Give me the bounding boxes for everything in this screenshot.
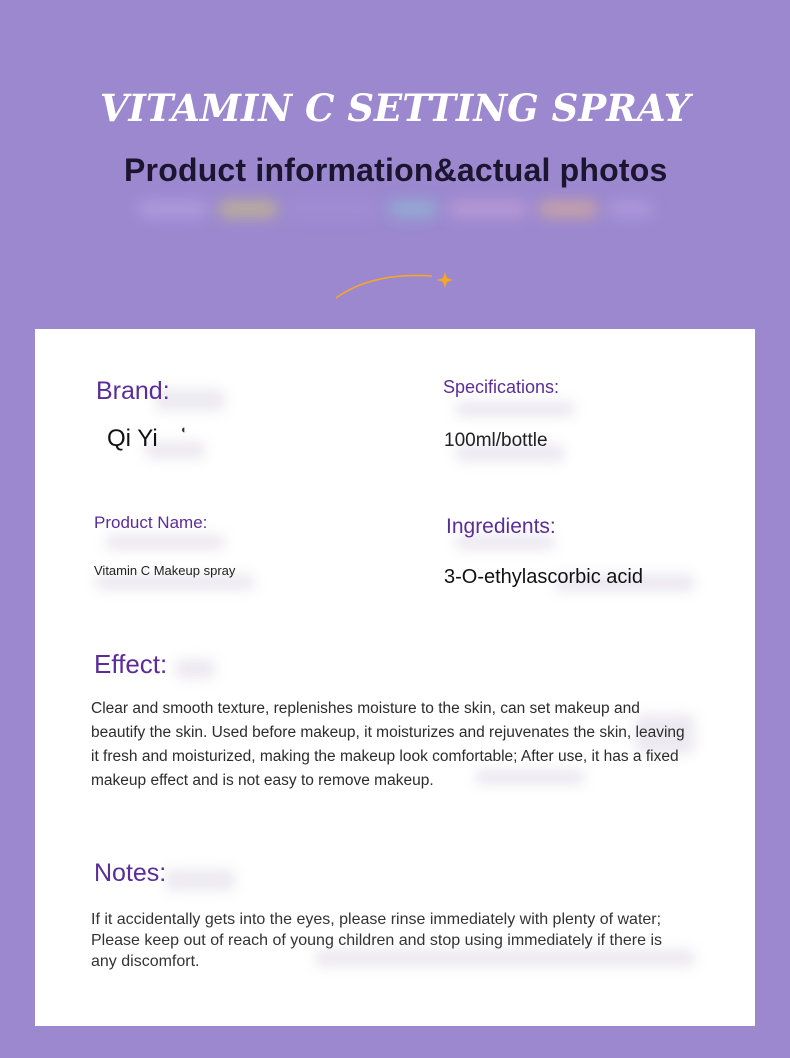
sparkle-arc-icon (332, 266, 456, 302)
notes-label: Notes: (94, 859, 167, 887)
blurred-decoration (128, 190, 658, 230)
product-name-label: Product Name: (94, 513, 208, 532)
specifications-label: Specifications: (443, 377, 560, 397)
page-title: VITAMIN C SETTING SPRAY (99, 86, 691, 130)
product-name-value: Vitamin C Makeup spray (94, 563, 236, 578)
notes-text: If it accidentally gets into the eyes, please rinse immediately with plenty of water; Please keep out of reach of young children and stop using immediately if there is any discomfort. (91, 911, 662, 970)
ingredients-label: Ingredients: (446, 515, 556, 538)
specifications-value: 100ml/bottle (444, 430, 548, 451)
seal-icon: ◐ (181, 424, 188, 436)
brand-value: Qi Yi (107, 425, 158, 452)
brand-label: Brand: (96, 377, 170, 405)
effect-label: Effect: (94, 649, 168, 679)
effect-text: Clear and smooth texture, replenishes moisture to the skin, can set makeup and beautify the skin. Used before makeup, it moisturizes and rejuvenates the skin, leaving it fresh and moisturized, making the makeup look comfortable; After use, it has a fixed makeup effect and is not easy to remove makeup. (91, 700, 685, 789)
ingredients-value: 3-O-ethylascorbic acid (444, 566, 643, 588)
page-subtitle: Product information&actual photos (124, 152, 668, 188)
info-panel (35, 329, 755, 1026)
